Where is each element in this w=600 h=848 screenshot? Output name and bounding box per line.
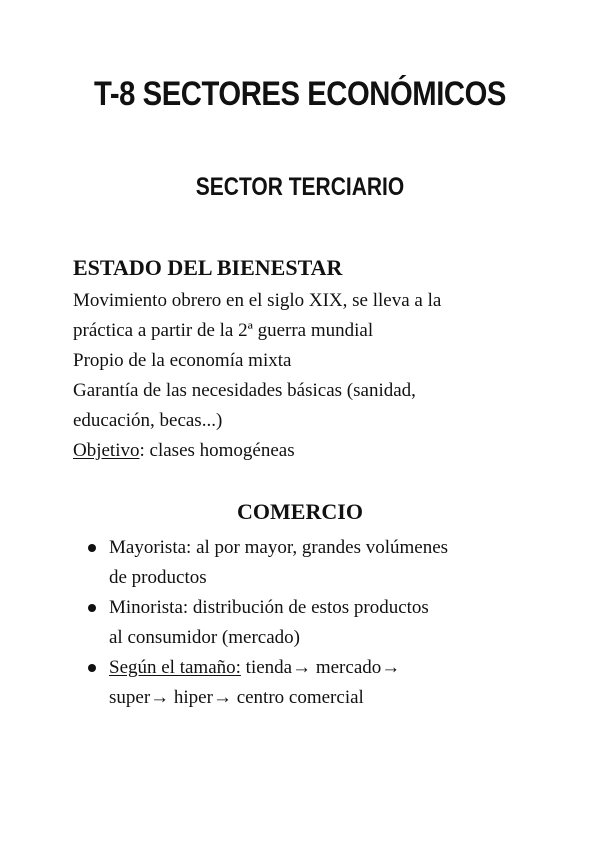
section-heading-estado: ESTADO DEL BIENESTAR — [73, 255, 343, 280]
text-line: al consumidor (mercado) — [109, 627, 300, 648]
list-item — [86, 653, 546, 713]
objetivo-text: : clases homogéneas — [139, 440, 295, 461]
text-line: de productos — [109, 567, 207, 588]
list-item — [86, 533, 546, 593]
text-line: super→ hiper→ centro comercial — [109, 687, 364, 708]
text-line: práctica a partir de la 2ª guerra mundial — [73, 320, 374, 341]
text-line: Minorista: distribución de estos productos — [109, 597, 429, 618]
section-heading-comercio: COMERCIO — [237, 499, 363, 524]
bullet-icon — [88, 664, 96, 672]
page-title: T-8 SECTORES ECONÓMICOS — [94, 75, 506, 113]
text-line: Propio de la economía mixta — [73, 350, 292, 371]
bullet-icon — [88, 604, 96, 612]
text-line: Mayorista: al por mayor, grandes volúmenes — [109, 537, 449, 558]
comercio-list — [86, 533, 546, 713]
text-line: Garantía de las necesidades básicas (sanidad, — [73, 380, 416, 401]
bullet-icon — [88, 544, 96, 552]
text-line: educación, becas...) — [73, 410, 223, 431]
text-line: Movimiento obrero en el siglo XIX, se lleva a la — [73, 290, 442, 311]
objetivo-line — [73, 436, 543, 466]
page-subtitle: SECTOR TERCIARIO — [195, 173, 405, 201]
list-item — [86, 593, 546, 653]
tamano-label: Según el tamaño: — [109, 657, 241, 678]
objetivo-label: Objetivo — [73, 440, 140, 461]
tamano-text: tienda→ mercado→ — [240, 657, 401, 678]
text-line — [109, 653, 546, 683]
estado-paragraph — [73, 286, 543, 466]
